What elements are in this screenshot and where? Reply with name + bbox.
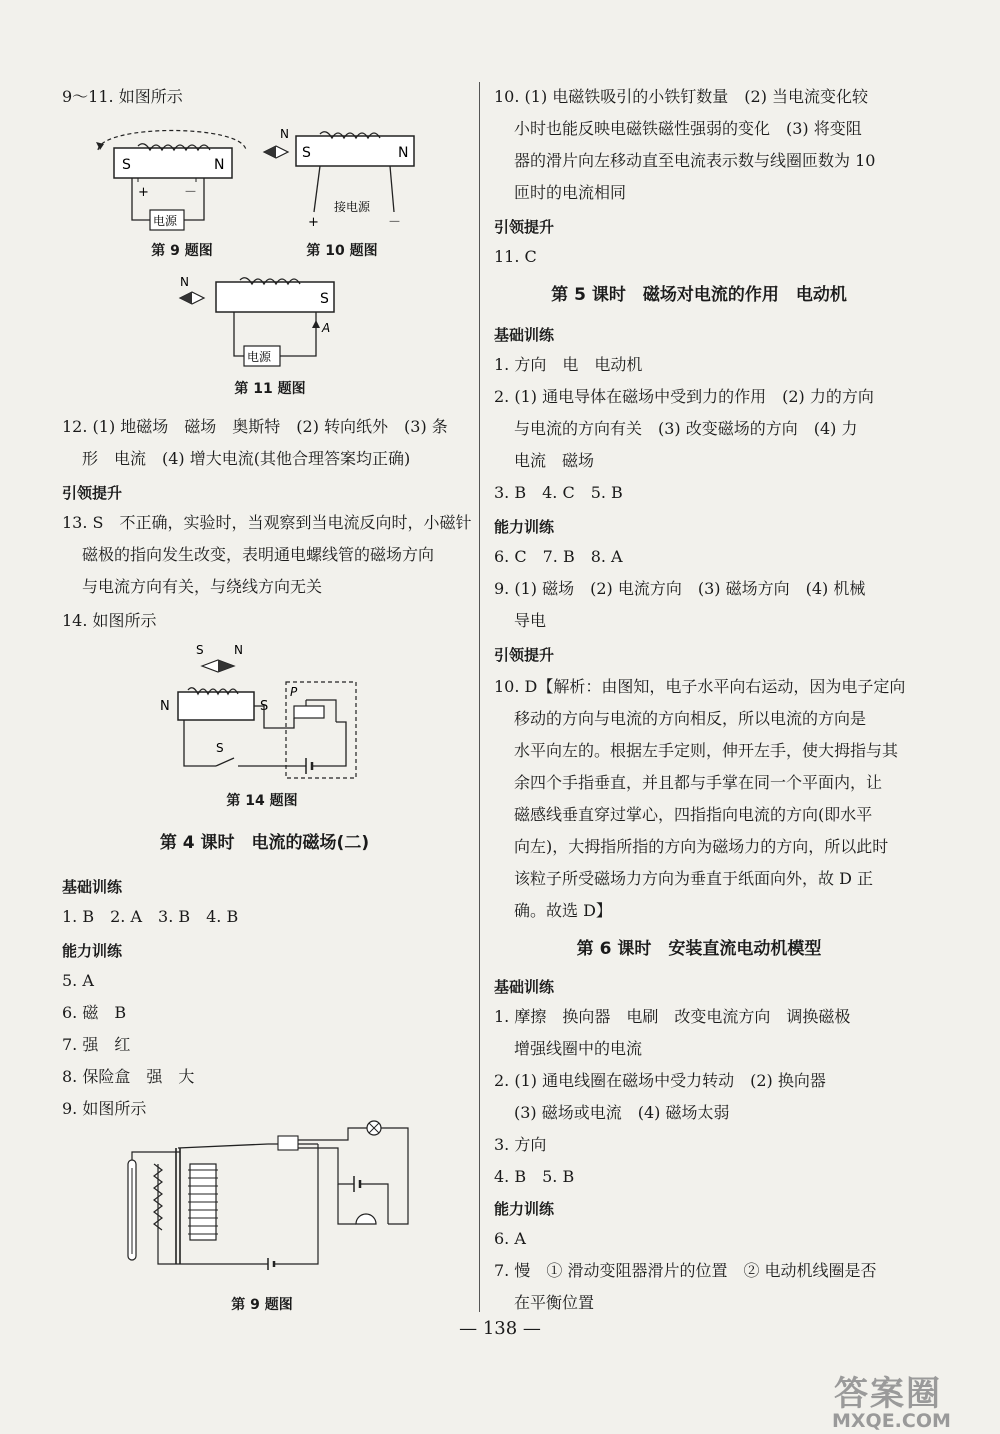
lesson6-title: 第 6 课时 安装直流电动机模型 bbox=[576, 939, 822, 959]
l4-q1-4: 1. B 2. A 3. B 4. B bbox=[62, 907, 239, 926]
l5-q10-line8: 确。故选 D】 bbox=[514, 901, 612, 920]
section-nengli-5: 能力训练 bbox=[494, 518, 555, 536]
l6-q7-line2: 在平衡位置 bbox=[514, 1293, 595, 1312]
q10-line1: 10. (1) 电磁铁吸引的小铁钉数量 (2) 当电流变化较 bbox=[494, 87, 869, 106]
l4-q9: 9. 如图所示 bbox=[62, 1099, 147, 1118]
fig10-caption: 第 10 题图 bbox=[306, 243, 378, 259]
q13-line3: 与电流方向有关，与绕线方向无关 bbox=[82, 577, 323, 596]
l6-q2-line1: 2. (1) 通电线圈在磁场中受力转动 (2) 换向器 bbox=[494, 1071, 826, 1090]
l5-q2-line3: 电流 磁场 bbox=[514, 451, 595, 470]
l6-q3: 3. 方向 bbox=[494, 1135, 547, 1154]
fig14-s: S bbox=[260, 699, 269, 714]
l6-q4-5: 4. B 5. B bbox=[494, 1167, 575, 1186]
l5-q10-line4: 余四个手指垂直，并且都与手掌在同一个平面内，让 bbox=[514, 773, 883, 792]
l5-q2-line1: 2. (1) 通电导体在磁场中受到力的作用 (2) 力的方向 bbox=[494, 387, 874, 406]
l5-q3-5: 3. B 4. C 5. B bbox=[494, 483, 623, 502]
watermark bbox=[824, 1360, 1000, 1434]
section-nengli-6: 能力训练 bbox=[494, 1200, 555, 1218]
fig9-minus: － bbox=[184, 185, 198, 200]
fig9-source: 电源 bbox=[153, 214, 178, 228]
q13-line2: 磁极的指向发生改变，表明通电螺线管的磁场方向 bbox=[82, 545, 435, 564]
fig11-source: 电源 bbox=[247, 350, 272, 364]
fig11-compass-n: N bbox=[180, 275, 189, 289]
section-yinling-r1: 引领提升 bbox=[494, 218, 555, 236]
l6-q6: 6. A bbox=[494, 1229, 526, 1248]
fig10-n: N bbox=[398, 145, 409, 161]
fig11-a: A bbox=[322, 321, 331, 335]
fig14-p: P bbox=[290, 685, 298, 699]
l5-q10-line3: 水平向左的。根据左手定则，伸开左手，使大拇指与其 bbox=[514, 741, 899, 760]
fig14-n-top: N bbox=[234, 643, 243, 657]
fig10-compass-n: N bbox=[280, 127, 289, 141]
q9-11: 9～11. 如图所示 bbox=[62, 87, 183, 106]
q12-line1: 12. (1) 地磁场 磁场 奥斯特 (2) 转向纸外 (3) 条 bbox=[62, 417, 448, 436]
watermark-url: MXQE.COM bbox=[832, 1410, 951, 1432]
fig9-diagram bbox=[92, 120, 252, 230]
l5-q10-line1: 10. D【解析：由图知，电子水平向右运动，因为电子定向 bbox=[494, 677, 906, 696]
column-divider bbox=[479, 82, 480, 1312]
section-jichu-5: 基础训练 bbox=[494, 326, 555, 344]
fig9-n: N bbox=[214, 157, 225, 173]
section-yinling-5: 引领提升 bbox=[494, 646, 555, 664]
section-jichu-6: 基础训练 bbox=[494, 978, 555, 996]
fig9-caption: 第 9 题图 bbox=[151, 243, 213, 259]
fig14-diagram bbox=[156, 642, 366, 782]
lesson5-title: 第 5 课时 磁场对电流的作用 电动机 bbox=[551, 285, 847, 305]
l5-q9-line1: 9. (1) 磁场 (2) 电流方向 (3) 磁场方向 (4) 机械 bbox=[494, 579, 866, 598]
l5-q10-line7: 该粒子所受磁场力方向为垂直于纸面向外，故 D 正 bbox=[514, 869, 874, 888]
l4-q5: 5. A bbox=[62, 971, 94, 990]
section-nengli-4: 能力训练 bbox=[62, 942, 123, 960]
fig10-minus: － bbox=[388, 215, 402, 230]
l5-q10-line2: 移动的方向与电流的方向相反，所以电流的方向是 bbox=[514, 709, 867, 728]
section-yinling-1: 引领提升 bbox=[62, 484, 123, 502]
l6-q1-line2: 增强线圈中的电流 bbox=[514, 1039, 643, 1058]
q10-line3: 器的滑片向左移动直至电流表示数与线圈匝数为 10 bbox=[514, 151, 876, 170]
l4-q7: 7. 强 红 bbox=[62, 1035, 131, 1054]
fig9b-relay-diagram bbox=[118, 1124, 418, 1284]
fig10-plus: + bbox=[308, 215, 319, 230]
fig9-s: S bbox=[122, 157, 131, 173]
fig10-s: S bbox=[302, 145, 311, 161]
l5-q2-line2: 与电流的方向有关 (3) 改变磁场的方向 (4) 力 bbox=[514, 419, 858, 438]
fig10-source: 接电源 bbox=[334, 200, 371, 214]
q13-line1: 13. S 不正确，实验时，当观察到当电流反向时，小磁针 bbox=[62, 513, 472, 532]
q10-line4: 匝时的电流相同 bbox=[514, 183, 627, 202]
l5-q1: 1. 方向 电 电动机 bbox=[494, 355, 643, 374]
fig9b-caption: 第 9 题图 bbox=[231, 1297, 293, 1313]
q11: 11. C bbox=[494, 247, 537, 266]
section-jichu-4: 基础训练 bbox=[62, 878, 123, 896]
fig14-switch: S bbox=[216, 741, 224, 755]
l6-q2-line2: (3) 磁场或电流 (4) 磁场太弱 bbox=[514, 1103, 730, 1122]
fig14-n: N bbox=[160, 699, 170, 714]
l5-q10-line6: 向左)，大拇指所指的方向为磁场力的方向，所以此时 bbox=[514, 837, 889, 856]
lesson4-title: 第 4 课时 电流的磁场(二) bbox=[159, 833, 370, 853]
fig11-diagram bbox=[176, 270, 346, 370]
fig10-diagram bbox=[258, 120, 428, 230]
l4-q6: 6. 磁 B bbox=[62, 1003, 127, 1022]
l6-q1-line1: 1. 摩擦 换向器 电刷 改变电流方向 调换磁极 bbox=[494, 1007, 851, 1026]
l5-q10-line5: 磁感线垂直穿过掌心，四指指向电流的方向(即水平 bbox=[514, 805, 873, 824]
watermark-logo: 答案圈 bbox=[834, 1374, 942, 1414]
fig11-caption: 第 11 题图 bbox=[234, 381, 306, 397]
q14: 14. 如图所示 bbox=[62, 611, 157, 630]
q10-line2: 小时也能反映电磁铁磁性强弱的变化 (3) 将变阻 bbox=[514, 119, 862, 138]
q12-line2: 形 电流 (4) 增大电流(其他合理答案均正确) bbox=[82, 449, 411, 468]
fig14-s-top: S bbox=[196, 643, 204, 657]
l5-q6-8: 6. C 7. B 8. A bbox=[494, 547, 623, 566]
l5-q9-line2: 导电 bbox=[514, 611, 547, 630]
fig11-s: S bbox=[320, 291, 329, 307]
l4-q8: 8. 保险盒 强 大 bbox=[62, 1067, 195, 1086]
l6-q7-line1: 7. 慢 ① 滑动变阻器滑片的位置 ② 电动机线圈是否 bbox=[494, 1261, 877, 1280]
fig9-plus: + bbox=[138, 185, 149, 200]
fig14-caption: 第 14 题图 bbox=[226, 793, 298, 809]
page-number: — 138 — bbox=[459, 1318, 541, 1339]
